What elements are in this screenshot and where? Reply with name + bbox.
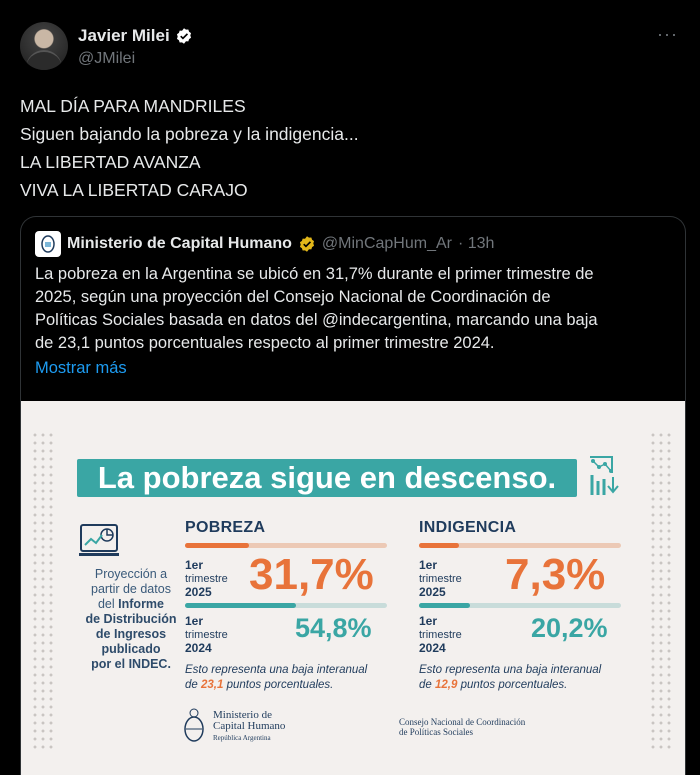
quote-line: Políticas Sociales basada en datos del @indecargentina, marcando una baja (35, 311, 598, 329)
dot-pattern-left (31, 431, 57, 751)
source-line-bold: publicado (101, 642, 161, 656)
verified-badge-icon (175, 27, 193, 45)
quote-author-handle[interactable]: @MinCapHum_Ar (321, 235, 452, 252)
ministry-logo-subline: República Argentina (213, 734, 271, 742)
council-logo (399, 717, 525, 737)
pobreza-title: POBREZA (185, 519, 266, 536)
dot-pattern-right (649, 431, 675, 751)
label-a: 1er (419, 558, 438, 572)
indigencia-column (419, 519, 629, 699)
indigencia-bar-2025 (419, 543, 621, 548)
indigencia-note (419, 663, 649, 693)
label-year: 2024 (185, 641, 212, 655)
label-b: trimestre (419, 629, 462, 641)
label-b: trimestre (185, 573, 228, 585)
source-line: del (97, 597, 115, 611)
quote-line: de 23,1 puntos porcentuales respecto al primer trimestre 2024. (35, 334, 495, 352)
author-handle[interactable]: @JMilei (78, 50, 136, 67)
tweet-line: Siguen bajando la pobreza y la indigencia... (20, 124, 359, 144)
indigencia-2025-value: 7,3% (505, 550, 606, 599)
author-name-row (78, 26, 193, 46)
note-line: Esto representa una baja interanual (419, 664, 602, 676)
coat-of-arms-icon (181, 707, 207, 747)
tweet-text (20, 92, 359, 204)
label-b: trimestre (185, 629, 228, 641)
pobreza-note (185, 663, 415, 693)
quote-author-name[interactable]: Ministerio de Capital Humano (67, 235, 292, 252)
chart-down-icon (587, 453, 621, 499)
coat-of-arms-icon (38, 234, 58, 254)
council-logo-line: Consejo Nacional de Coordinación (399, 717, 526, 727)
note-number: 23,1 (201, 679, 224, 691)
source-line-bold: de Ingresos (95, 627, 167, 641)
author-name[interactable]: Javier Milei (78, 26, 170, 45)
pobreza-2024-value: 54,8% (295, 613, 372, 643)
quote-line: La pobreza en la Argentina se ubicó en 31,7% durante el primer trimestre de (35, 265, 594, 283)
note-line: puntos porcentuales. (226, 679, 334, 691)
ministry-logo (181, 707, 285, 747)
label-year: 2024 (419, 641, 446, 655)
note-number: 12,9 (435, 679, 458, 691)
note-line: de (419, 679, 432, 691)
source-line: Proyección a (94, 567, 168, 581)
indigencia-bar-2024 (419, 603, 621, 608)
note-line: Esto representa una baja interanual (185, 664, 368, 676)
pobreza-bar-2024 (185, 603, 387, 608)
label-a: 1er (419, 614, 438, 628)
indigencia-bar-2024-fill (419, 603, 470, 608)
quote-text (35, 263, 675, 355)
label-b: trimestre (419, 573, 462, 585)
infographic-image[interactable] (21, 401, 685, 775)
indigencia-2024-value: 20,2% (531, 613, 608, 643)
pobreza-bar-2025-fill (185, 543, 249, 548)
indigencia-title: INDIGENCIA (419, 519, 517, 536)
source-line-bold: de Distribución (85, 612, 177, 626)
label-year: 2025 (419, 585, 446, 599)
indigencia-2024-label (419, 615, 462, 656)
source-note (77, 567, 185, 672)
quote-header (35, 231, 494, 257)
pobreza-2024-label (185, 615, 228, 656)
tweet-line: VIVA LA LIBERTAD CARAJO (20, 180, 248, 200)
indigencia-2025-label (419, 559, 462, 600)
ministry-logo-line: Ministerio de (213, 709, 272, 721)
tweet-line: LA LIBERTAD AVANZA (20, 152, 201, 172)
more-options-icon[interactable]: ··· (657, 24, 678, 44)
show-more-link[interactable]: Mostrar más (35, 359, 127, 377)
ministry-avatar[interactable] (35, 231, 61, 257)
source-line-bold: Informe (118, 597, 164, 611)
source-line-bold: por el INDEC. (91, 657, 171, 671)
pobreza-2025-value: 31,7% (249, 550, 374, 599)
note-line: puntos porcentuales. (460, 679, 568, 691)
pobreza-column (185, 519, 395, 699)
quote-line: 2025, según una proyección del Consejo Nacional de Coordinación de (35, 288, 551, 306)
tweet-header (20, 22, 680, 72)
council-logo-line: de Políticas Sociales (399, 727, 473, 737)
note-line: de (185, 679, 198, 691)
pobreza-bar-2025 (185, 543, 387, 548)
source-line: partir de datos (91, 582, 171, 596)
pobreza-bar-2024-fill (185, 603, 296, 608)
verified-badge-gold-icon (298, 235, 316, 253)
quoted-tweet[interactable] (20, 216, 686, 775)
tweet-line: MAL DÍA PARA MANDRILES (20, 96, 246, 116)
indigencia-bar-2025-fill (419, 543, 459, 548)
infographic-title: La pobreza sigue en descenso. (77, 459, 577, 497)
monitor-chart-icon (77, 521, 121, 561)
label-year: 2025 (185, 585, 212, 599)
quote-timestamp[interactable]: · 13h (457, 235, 495, 252)
ministry-logo-line: Capital Humano (213, 720, 286, 732)
avatar[interactable] (20, 22, 68, 70)
label-a: 1er (185, 558, 204, 572)
label-a: 1er (185, 614, 204, 628)
pobreza-2025-label (185, 559, 228, 600)
